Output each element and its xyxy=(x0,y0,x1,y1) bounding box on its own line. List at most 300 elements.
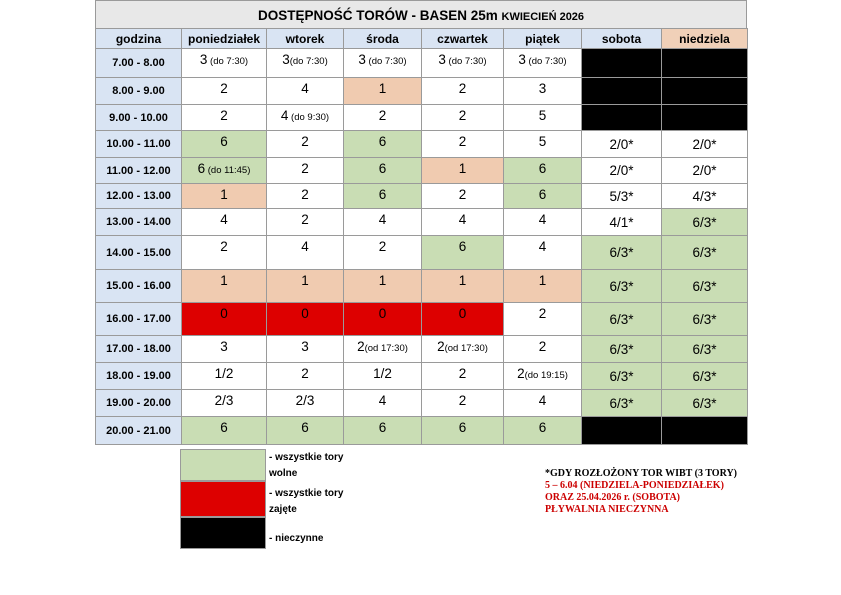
lane-cell xyxy=(182,209,267,236)
lane-cell xyxy=(504,131,582,158)
lane-cell-content xyxy=(539,158,547,176)
lane-cell-content xyxy=(301,303,309,321)
lane-time-note: (do 7:30) xyxy=(365,56,407,67)
lane-count: 4 xyxy=(458,212,467,227)
lane-count: 4 xyxy=(538,212,547,227)
lane-cell xyxy=(582,363,662,390)
lane-cell xyxy=(422,105,504,131)
lane-count: 6 xyxy=(220,420,228,435)
lane-cell xyxy=(422,270,504,303)
lane-cell-content xyxy=(609,312,633,327)
table-row xyxy=(96,336,748,363)
lane-count: 4 xyxy=(538,239,547,254)
lane-cell xyxy=(267,131,344,158)
lane-cell xyxy=(422,236,504,270)
lane-count: 6 xyxy=(538,187,547,202)
lane-cell xyxy=(422,158,504,184)
legend-closed-text: - nieczynne xyxy=(269,533,324,544)
lane-cell-content xyxy=(609,189,633,204)
lane-cell xyxy=(582,417,662,445)
lane-count: 3 xyxy=(282,52,290,67)
lane-cell-content xyxy=(692,163,716,178)
lane-count: 1 xyxy=(458,161,467,176)
lane-count: 0 xyxy=(220,306,228,321)
lane-count: 6 xyxy=(378,420,387,435)
lane-cell xyxy=(662,270,748,303)
lane-cell-content xyxy=(539,209,547,227)
note-closed-dates-1: 5 – 6.04 (NIEDZIELA-PONIEDZIAŁEK) xyxy=(545,480,724,491)
column-header: środa xyxy=(344,29,422,49)
lane-cell-content xyxy=(379,270,387,288)
lane-cell-content xyxy=(692,245,716,260)
lane-cell xyxy=(182,390,267,417)
lane-time-note: (do 11:45) xyxy=(205,165,251,176)
lane-cell xyxy=(422,131,504,158)
table-row xyxy=(96,131,748,158)
lane-cell-content xyxy=(459,390,467,408)
lane-count: 6/3* xyxy=(692,214,717,230)
lane-cell xyxy=(504,270,582,303)
lane-count: 6 xyxy=(378,134,387,149)
lane-time-note: (do 7:30) xyxy=(207,56,249,67)
hour-cell: 13.00 - 14.00 xyxy=(96,209,182,236)
lane-count: 6/3* xyxy=(692,278,717,294)
table-row xyxy=(96,158,748,184)
lane-cell xyxy=(182,363,267,390)
lane-cell-content xyxy=(692,369,716,384)
lane-cell xyxy=(662,131,748,158)
lane-count: 1 xyxy=(378,273,387,288)
lane-cell-content xyxy=(379,158,387,176)
lane-cell xyxy=(504,303,582,336)
lane-cell-content xyxy=(459,105,467,123)
lane-cell-content xyxy=(459,363,467,381)
lane-cell-content xyxy=(379,78,387,96)
lane-count: 2 xyxy=(458,187,467,202)
hour-cell: 8.00 - 9.00 xyxy=(96,78,182,105)
lane-count: 1 xyxy=(538,273,547,288)
lane-count: 6/3* xyxy=(609,341,634,357)
lane-cell xyxy=(582,209,662,236)
lane-count: 3 xyxy=(538,81,547,96)
lane-count: 3 xyxy=(301,339,309,354)
title-month: KWIECIEŃ 2026 xyxy=(501,11,585,23)
lane-cell-content xyxy=(220,236,228,254)
lane-cell-content xyxy=(518,49,566,67)
lane-count: 6 xyxy=(538,420,547,435)
lane-cell xyxy=(422,184,504,209)
lane-count: 5/3* xyxy=(609,188,634,204)
lane-cell xyxy=(182,131,267,158)
lane-cell-content xyxy=(198,158,251,176)
legend-swatch-free xyxy=(180,449,266,481)
lane-count: 6 xyxy=(458,239,467,254)
lane-cell xyxy=(582,303,662,336)
table-row xyxy=(96,390,748,417)
lane-cell xyxy=(582,131,662,158)
lane-cell xyxy=(662,303,748,336)
lane-cell-content xyxy=(539,105,547,123)
lane-count: 3 xyxy=(438,52,446,67)
title-main: DOSTĘPNOŚĆ TORÓW - BASEN 25m xyxy=(257,8,498,23)
lane-cell xyxy=(182,303,267,336)
lane-cell-content xyxy=(301,363,309,381)
lane-cell-content xyxy=(301,417,309,435)
lane-cell-content xyxy=(692,312,716,327)
lane-count: 6/3* xyxy=(692,341,717,357)
column-header: niedziela xyxy=(662,29,748,49)
lane-count: 5 xyxy=(538,108,547,123)
lane-cell-content xyxy=(379,236,387,254)
lane-cell-content xyxy=(220,131,228,149)
lane-cell xyxy=(662,209,748,236)
hour-cell: 16.00 - 17.00 xyxy=(96,303,182,336)
lane-count: 4 xyxy=(220,212,228,227)
lane-cell xyxy=(267,184,344,209)
table-row xyxy=(96,363,748,390)
lane-time-note: (do 19:15) xyxy=(524,370,568,381)
lane-cell xyxy=(662,390,748,417)
lane-cell xyxy=(344,417,422,445)
lane-cell xyxy=(344,158,422,184)
lane-count: 4 xyxy=(301,239,309,254)
legend-swatch-closed xyxy=(180,517,266,549)
lane-count: 2 xyxy=(458,81,467,96)
lane-cell-content xyxy=(609,369,633,384)
lane-cell xyxy=(344,49,422,78)
lane-count: 1 xyxy=(301,273,309,288)
lane-cell xyxy=(267,158,344,184)
lane-cell xyxy=(504,158,582,184)
lane-cell-content xyxy=(281,105,329,123)
lane-cell xyxy=(582,49,662,78)
legend-free-line1: - wszystkie tory xyxy=(269,452,344,463)
lane-cell xyxy=(267,303,344,336)
lane-count: 6 xyxy=(378,161,387,176)
lane-cell xyxy=(267,390,344,417)
lane-cell xyxy=(582,236,662,270)
hour-cell: 15.00 - 16.00 xyxy=(96,270,182,303)
lane-count: 5 xyxy=(538,134,547,149)
lane-count: 6/3* xyxy=(692,368,717,384)
lane-count: 1 xyxy=(220,187,228,202)
lane-count: 2 xyxy=(538,339,547,354)
table-row xyxy=(96,270,748,303)
lane-cell-content xyxy=(379,209,387,227)
table-row xyxy=(96,49,748,78)
schedule-sheet xyxy=(95,0,747,445)
lane-cell-content xyxy=(301,209,309,227)
lane-cell xyxy=(504,236,582,270)
lane-count: 4 xyxy=(538,393,547,408)
lane-cell-content xyxy=(282,49,328,67)
lane-count: 1/2 xyxy=(214,366,234,381)
lane-cell-content xyxy=(609,137,633,152)
lane-count: 4 xyxy=(378,212,387,227)
table-row xyxy=(96,78,748,105)
note-wibt: *GDY ROZŁOŻONY TOR WIBT (3 TORY) xyxy=(545,468,738,479)
table-row xyxy=(96,417,748,445)
lane-count: 2 xyxy=(301,366,309,381)
lane-count: 6/3* xyxy=(692,395,717,411)
lane-cell xyxy=(504,49,582,78)
lane-cell xyxy=(344,184,422,209)
lane-cell-content xyxy=(539,417,547,435)
lane-cell xyxy=(267,363,344,390)
lane-count: 6/3* xyxy=(692,311,717,327)
lane-count: 6 xyxy=(220,134,228,149)
lane-count: 2/3 xyxy=(214,393,234,408)
lane-cell xyxy=(504,417,582,445)
lane-cell xyxy=(582,184,662,209)
lane-cell-content xyxy=(301,158,309,176)
lane-cell-content xyxy=(220,105,228,123)
lane-cell-content xyxy=(692,279,716,294)
note-closed-dates-2: ORAZ 25.04.2026 r. (SOBOTA) xyxy=(545,492,681,503)
lane-count: 2 xyxy=(301,134,309,149)
lane-count: 2 xyxy=(458,393,467,408)
lane-count: 2 xyxy=(458,366,467,381)
lane-cell xyxy=(582,78,662,105)
lane-time-note: (do 9:30) xyxy=(288,112,330,123)
lane-cell-content xyxy=(301,184,309,202)
lane-cell xyxy=(182,49,267,78)
lane-cell-content xyxy=(373,363,392,381)
lane-count: 1 xyxy=(458,273,467,288)
lane-cell xyxy=(422,417,504,445)
lane-cell xyxy=(504,105,582,131)
lane-cell xyxy=(422,390,504,417)
lane-count: 2 xyxy=(458,108,467,123)
lane-cell-content xyxy=(357,336,408,354)
legend-busy-line2: zajęte xyxy=(269,504,297,515)
lane-cell xyxy=(422,209,504,236)
lane-cell xyxy=(662,236,748,270)
hour-cell: 18.00 - 19.00 xyxy=(96,363,182,390)
lane-count: 6 xyxy=(458,420,467,435)
lane-time-note: (do 7:30) xyxy=(289,56,328,67)
lane-cell xyxy=(267,78,344,105)
lane-count: 6 xyxy=(538,161,547,176)
table-row xyxy=(96,236,748,270)
hour-cell: 9.00 - 10.00 xyxy=(96,105,182,131)
lane-cell-content xyxy=(459,158,467,176)
legend-busy-line1: - wszystkie tory xyxy=(269,488,344,499)
header-row xyxy=(96,29,748,49)
lane-cell-content xyxy=(692,215,716,230)
lane-count: 6 xyxy=(301,420,309,435)
lane-count: 6/3* xyxy=(609,311,634,327)
lane-cell-content xyxy=(609,279,633,294)
hour-cell: 17.00 - 18.00 xyxy=(96,336,182,363)
lane-cell xyxy=(662,78,748,105)
lane-cell xyxy=(344,336,422,363)
lane-cell xyxy=(662,49,748,78)
lane-cell-content xyxy=(301,78,309,96)
lane-count: 6/3* xyxy=(609,245,634,260)
lane-cell-content xyxy=(539,131,547,149)
lane-cell xyxy=(344,209,422,236)
lane-cell xyxy=(267,49,344,78)
lane-count: 6/3* xyxy=(609,395,634,411)
lane-cell xyxy=(662,184,748,209)
lane-cell xyxy=(267,209,344,236)
lane-cell xyxy=(182,184,267,209)
lane-time-note: (do 7:30) xyxy=(525,56,567,67)
lane-count: 4 xyxy=(378,393,387,408)
lane-count: 2/0* xyxy=(609,163,634,178)
lane-cell-content xyxy=(692,342,716,357)
lane-cell-content xyxy=(459,417,467,435)
lane-cell-content xyxy=(459,270,467,288)
lane-count: 0 xyxy=(378,306,387,321)
lane-cell xyxy=(662,363,748,390)
lane-cell-content xyxy=(459,131,467,149)
hour-cell: 19.00 - 20.00 xyxy=(96,390,182,417)
lane-cell-content xyxy=(220,303,228,321)
lane-count: 2 xyxy=(517,366,525,381)
lane-cell xyxy=(344,390,422,417)
column-header: poniedziałek xyxy=(182,29,267,49)
lane-count: 6 xyxy=(378,187,387,202)
lane-cell xyxy=(504,184,582,209)
column-header: czwartek xyxy=(422,29,504,49)
lane-count: 2/3 xyxy=(295,393,315,408)
column-header: sobota xyxy=(582,29,662,49)
lane-cell-content xyxy=(220,270,228,288)
lane-cell xyxy=(344,363,422,390)
lane-count: 2 xyxy=(357,339,365,354)
lane-cell xyxy=(267,236,344,270)
lane-count: 4/1* xyxy=(609,214,634,230)
lane-count: 3 xyxy=(518,52,526,67)
lane-time-note: (do 7:30) xyxy=(445,56,487,67)
lane-count: 2 xyxy=(220,239,228,254)
lane-cell xyxy=(582,105,662,131)
lane-cell-content xyxy=(379,303,387,321)
lane-cell xyxy=(662,417,748,445)
lane-count: 2/0* xyxy=(692,163,717,178)
lane-cell xyxy=(422,49,504,78)
lane-cell xyxy=(182,105,267,131)
lane-cell xyxy=(267,270,344,303)
lane-cell-content xyxy=(459,184,467,202)
lane-count: 2 xyxy=(437,339,445,354)
lane-count: 1/2 xyxy=(373,366,392,381)
table-row xyxy=(96,184,748,209)
legend-label-free xyxy=(269,450,389,482)
lane-cell xyxy=(182,417,267,445)
lane-count: 1 xyxy=(378,81,387,96)
lane-count: 4 xyxy=(280,108,289,123)
lane-cell-content xyxy=(692,189,716,204)
lane-count: 2 xyxy=(301,161,309,176)
lane-cell-content xyxy=(379,390,387,408)
lane-cell xyxy=(344,78,422,105)
lane-cell xyxy=(422,78,504,105)
lane-cell-content xyxy=(301,131,309,149)
lane-cell-content xyxy=(539,390,547,408)
lane-cell-content xyxy=(301,236,309,254)
lane-cell-content xyxy=(459,236,467,254)
lane-cell-content xyxy=(459,78,467,96)
lane-count: 6/3* xyxy=(609,368,634,384)
lane-cell-content xyxy=(459,209,467,227)
lane-cell xyxy=(504,390,582,417)
lane-cell-content xyxy=(692,137,716,152)
lane-cell-content xyxy=(539,78,547,96)
legend-swatches xyxy=(180,449,266,549)
lane-cell-content xyxy=(609,245,633,260)
lane-cell xyxy=(422,363,504,390)
lane-count: 4 xyxy=(301,81,309,96)
lane-cell xyxy=(582,390,662,417)
lane-cell-content xyxy=(609,396,633,411)
lane-count: 2 xyxy=(220,81,228,96)
lane-cell xyxy=(182,236,267,270)
lane-cell-content xyxy=(220,417,228,435)
lane-cell xyxy=(422,303,504,336)
lane-cell xyxy=(267,105,344,131)
lane-count: 3 xyxy=(220,339,228,354)
lane-count: 3 xyxy=(199,52,208,67)
lane-availability-table xyxy=(95,28,748,445)
lane-cell-content xyxy=(200,49,248,67)
lane-count: 2 xyxy=(378,108,387,123)
footnotes xyxy=(545,468,737,516)
lane-cell-content xyxy=(609,163,633,178)
lane-count: 6/3* xyxy=(692,245,717,260)
lane-count: 2 xyxy=(458,134,467,149)
lane-count: 6 xyxy=(197,161,206,176)
lane-cell-content xyxy=(539,270,547,288)
lane-cell-content xyxy=(539,236,547,254)
lane-cell-content xyxy=(215,390,234,408)
lane-cell xyxy=(344,236,422,270)
lane-cell-content xyxy=(301,270,309,288)
lane-cell xyxy=(582,270,662,303)
lane-cell xyxy=(344,303,422,336)
lane-cell-content xyxy=(539,303,547,321)
note-closed-dates-3: PŁYWALNIA NIECZYNNA xyxy=(545,504,669,515)
lane-count: 2 xyxy=(220,108,228,123)
lane-cell-content xyxy=(296,390,315,408)
lane-count: 0 xyxy=(458,306,467,321)
lane-cell-content xyxy=(358,49,406,67)
lane-cell-content xyxy=(220,336,228,354)
lane-cell xyxy=(504,209,582,236)
lane-cell xyxy=(662,158,748,184)
page-title xyxy=(95,0,747,28)
lane-cell-content xyxy=(220,78,228,96)
lane-count: 0 xyxy=(301,306,309,321)
legend-free-line2: wolne xyxy=(269,468,298,479)
lane-count: 2 xyxy=(301,187,309,202)
lane-cell xyxy=(662,105,748,131)
lane-time-note: (od 17:30) xyxy=(444,343,488,354)
lane-cell xyxy=(182,78,267,105)
lane-cell-content xyxy=(379,417,387,435)
lane-count: 2/0* xyxy=(609,136,634,152)
lane-cell-content xyxy=(459,303,467,321)
hour-cell: 10.00 - 11.00 xyxy=(96,131,182,158)
lane-cell-content xyxy=(379,131,387,149)
lane-cell-content xyxy=(517,363,568,381)
hour-cell: 12.00 - 13.00 xyxy=(96,184,182,209)
lane-cell-content xyxy=(379,184,387,202)
hour-cell: 20.00 - 21.00 xyxy=(96,417,182,445)
lane-cell-content xyxy=(379,105,387,123)
